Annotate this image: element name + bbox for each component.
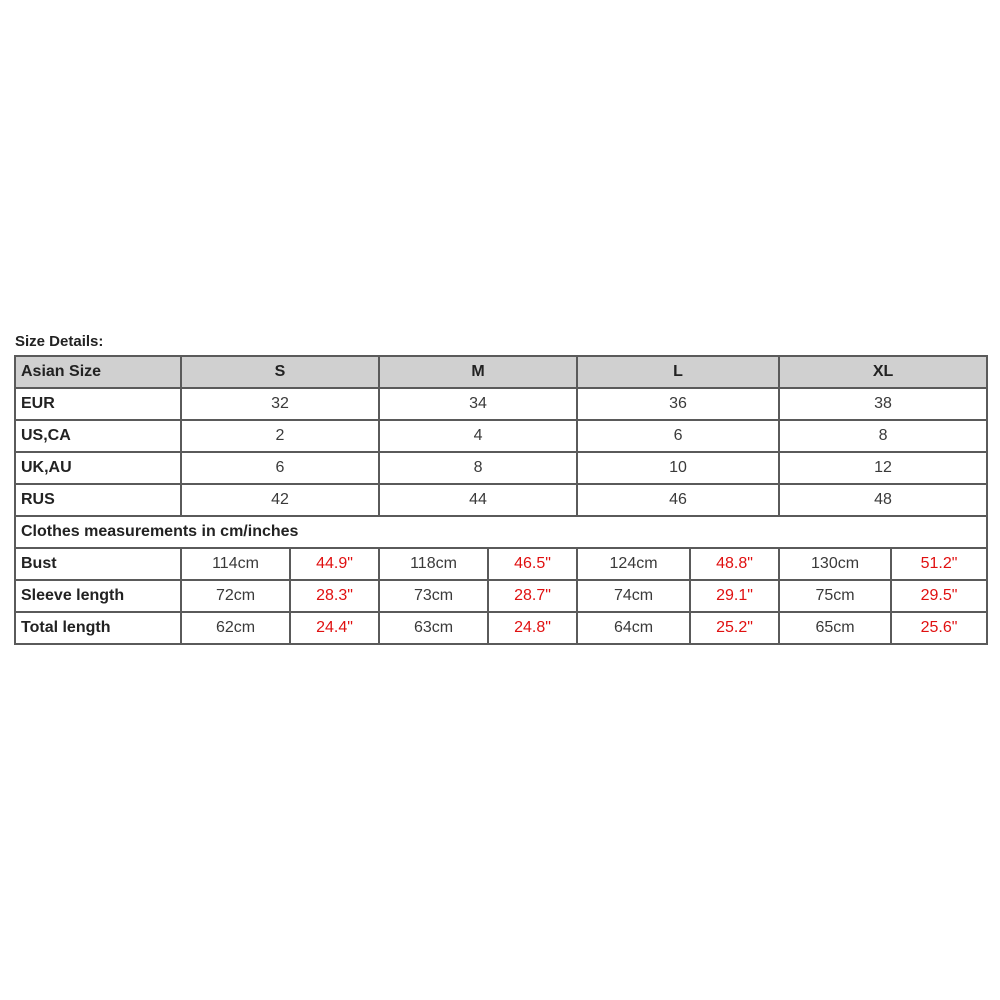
table-cell: 4: [379, 420, 577, 452]
size-header-s: S: [181, 356, 379, 388]
table-cell: 8: [779, 420, 987, 452]
inch-cell: 44.9": [290, 548, 379, 580]
table-row: [15, 484, 987, 516]
inch-cell: 48.8": [690, 548, 779, 580]
size-chart-table: [14, 355, 988, 645]
table-cell: 38: [779, 388, 987, 420]
table-row: [15, 452, 987, 484]
cm-cell: 118cm: [379, 548, 488, 580]
table-cell: 8: [379, 452, 577, 484]
cm-cell: 130cm: [779, 548, 891, 580]
row-label: RUS: [15, 484, 181, 516]
inch-cell: 24.8": [488, 612, 577, 644]
size-header-l: L: [577, 356, 779, 388]
table-row: [15, 580, 987, 612]
table-row: [15, 612, 987, 644]
row-label: Sleeve length: [15, 580, 181, 612]
table-cell: 12: [779, 452, 987, 484]
cm-cell: 64cm: [577, 612, 690, 644]
table-cell: 36: [577, 388, 779, 420]
table-row: [15, 548, 987, 580]
size-header-xl: XL: [779, 356, 987, 388]
cm-cell: 73cm: [379, 580, 488, 612]
inch-cell: 25.6": [891, 612, 987, 644]
table-cell: 44: [379, 484, 577, 516]
table-cell: 6: [181, 452, 379, 484]
inch-cell: 51.2": [891, 548, 987, 580]
table-cell: 42: [181, 484, 379, 516]
cm-cell: 124cm: [577, 548, 690, 580]
table-row: [15, 420, 987, 452]
cm-cell: 75cm: [779, 580, 891, 612]
header-row: [15, 356, 987, 388]
row-label: Total length: [15, 612, 181, 644]
table-cell: 6: [577, 420, 779, 452]
cm-cell: 114cm: [181, 548, 290, 580]
inch-cell: 25.2": [690, 612, 779, 644]
table-caption: Size Details:: [15, 333, 104, 350]
table-cell: 32: [181, 388, 379, 420]
inch-cell: 28.3": [290, 580, 379, 612]
inch-cell: 28.7": [488, 580, 577, 612]
row-label: Bust: [15, 548, 181, 580]
section-title: Clothes measurements in cm/inches: [15, 516, 987, 548]
inch-cell: 46.5": [488, 548, 577, 580]
table-cell: 48: [779, 484, 987, 516]
inch-cell: 29.1": [690, 580, 779, 612]
inch-cell: 24.4": [290, 612, 379, 644]
table-cell: 34: [379, 388, 577, 420]
size-header-m: M: [379, 356, 577, 388]
section-row: [15, 516, 987, 548]
row-label: US,CA: [15, 420, 181, 452]
table-row: [15, 388, 987, 420]
cm-cell: 65cm: [779, 612, 891, 644]
cm-cell: 72cm: [181, 580, 290, 612]
row-label: EUR: [15, 388, 181, 420]
table-cell: 10: [577, 452, 779, 484]
inch-cell: 29.5": [891, 580, 987, 612]
row-label: UK,AU: [15, 452, 181, 484]
table-cell: 46: [577, 484, 779, 516]
cm-cell: 74cm: [577, 580, 690, 612]
header-label: Asian Size: [15, 356, 181, 388]
cm-cell: 63cm: [379, 612, 488, 644]
table-cell: 2: [181, 420, 379, 452]
cm-cell: 62cm: [181, 612, 290, 644]
